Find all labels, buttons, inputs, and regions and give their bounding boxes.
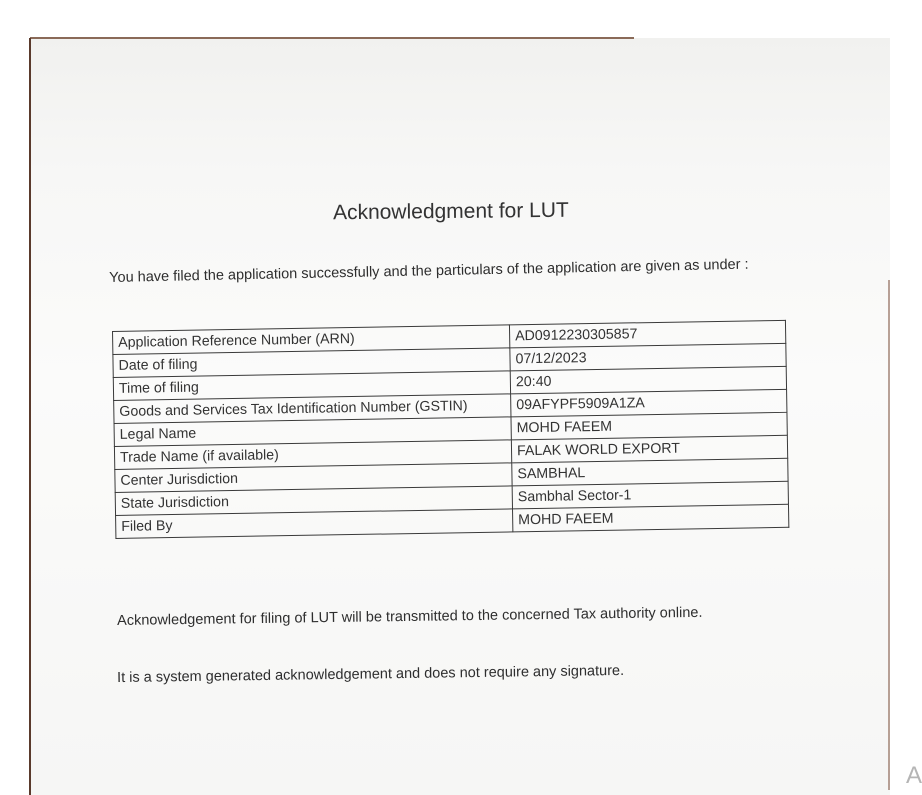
row-value: 20:40	[510, 366, 786, 394]
row-value: MOHD FAEEM	[513, 504, 789, 532]
paper-left-edge	[29, 38, 31, 795]
row-label: Legal Name	[114, 417, 511, 447]
row-value: 09AFYPF5909A1ZA	[511, 389, 787, 417]
row-value: SAMBHAL	[512, 458, 788, 486]
details-table-wrapper	[112, 320, 789, 539]
intro-paragraph: You have filed the application successfully and the particulars of the application are given as under :	[109, 256, 749, 286]
row-label: Filed By	[116, 509, 513, 539]
row-value: Sambhal Sector-1	[512, 481, 788, 509]
paper-right-edge	[888, 280, 890, 790]
row-label: Application Reference Number (ARN)	[113, 325, 510, 355]
corner-mark: A	[906, 762, 922, 789]
transmission-note: Acknowledgement for filing of LUT will be transmitted to the concerned Tax authority online.	[117, 604, 703, 629]
row-value: MOHD FAEEM	[511, 412, 787, 440]
paper-top-edge	[30, 37, 634, 39]
details-table	[112, 320, 789, 539]
row-label: Date of filing	[113, 348, 510, 378]
document-title: Acknowledgment for LUT	[332, 198, 569, 225]
row-label: Center Jurisdiction	[115, 463, 512, 493]
row-value: 07/12/2023	[510, 343, 786, 371]
row-label: Goods and Services Tax Identification Number (GSTIN)	[114, 394, 511, 424]
row-value: FALAK WORLD EXPORT	[511, 435, 787, 463]
row-value: AD0912230305857	[509, 320, 785, 348]
signature-note: It is a system generated acknowledgement and does not require any signature.	[117, 662, 625, 686]
row-label: Trade Name (if available)	[114, 440, 511, 470]
row-label: State Jurisdiction	[115, 486, 512, 516]
row-label: Time of filing	[113, 371, 510, 401]
